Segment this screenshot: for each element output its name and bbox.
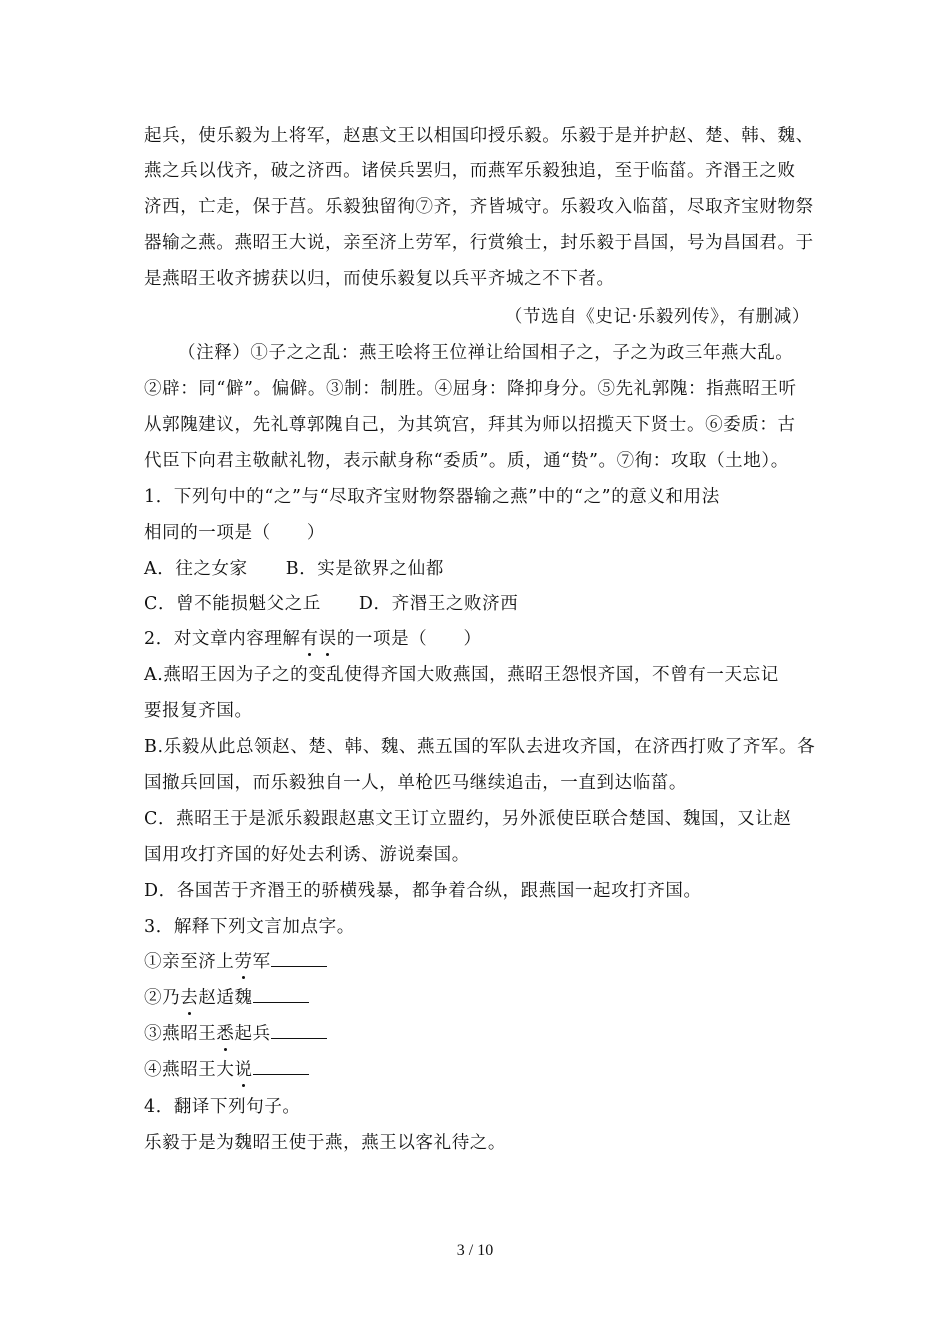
question-3-item: ①亲至济上劳军 bbox=[144, 950, 812, 974]
answer-blank[interactable] bbox=[253, 1060, 309, 1075]
passage-line: 是燕昭王收齐掳获以归，而使乐毅复以兵平齐城之不下者。 bbox=[144, 269, 615, 289]
note-line: 从郭隗建议，先礼尊郭隗自己，为其筑宫，拜其为师以招揽天下贤士。⑥委质：古 bbox=[144, 415, 796, 435]
passage-line: 燕之兵以伐齐，破之济西。诸侯兵罢归，而燕军乐毅独追，至于临菑。齐湣王之败 bbox=[144, 161, 796, 181]
passage-line: 济西，亡走，保于莒。乐毅独留徇⑦齐，齐皆城守。乐毅攻入临菑，尽取齐宝财物祭 bbox=[144, 197, 814, 217]
emphasis-char: 误 bbox=[318, 629, 337, 649]
emphasis-char: 悉 bbox=[216, 1024, 235, 1044]
question-2-option-c: C．燕昭王于是派乐毅跟赵惠文王订立盟约，另外派使臣联合楚国、魏国，又让赵 bbox=[144, 809, 792, 829]
option-c: C．曾不能损魁父之丘 bbox=[144, 594, 321, 614]
question-3-item: ②乃去赵适魏 bbox=[144, 986, 812, 1010]
passage-line: 起兵，使乐毅为上将军，赵惠文王以相国印授乐毅。乐毅于是并护赵、楚、韩、魏、 bbox=[144, 126, 814, 146]
passage-source: （节选自《史记·乐毅列传》，有删减） bbox=[504, 307, 810, 327]
answer-blank[interactable] bbox=[271, 1024, 327, 1039]
option-a: A．往之女家 bbox=[144, 559, 248, 579]
question-2-option-a-cont: 要报复齐国。 bbox=[144, 701, 253, 721]
question-4-sentence: 乐毅于是为魏昭王使于燕，燕王以客礼待之。 bbox=[144, 1133, 506, 1153]
note-line: （注释）①子之之乱：燕王哙将王位禅让给国相子之，子之为政三年燕大乱。 bbox=[178, 343, 794, 363]
question-2-stem: 2．对文章内容理解有误的一项是（ ） bbox=[144, 629, 482, 649]
question-1-stem: 1．下列句中的“之”与“尽取齐宝财物祭器输之燕”中的“之”的意义和用法 bbox=[144, 487, 720, 507]
question-1-stem-cont: 相同的一项是（ ） bbox=[144, 523, 325, 543]
option-d: D．齐湣王之败济西 bbox=[358, 594, 519, 614]
emphasis-char: 有 bbox=[300, 629, 319, 649]
passage-line: 器输之燕。燕昭王大说，亲至济上劳军，行赏飨士，封乐毅于昌国，号为昌国君。于 bbox=[144, 233, 814, 253]
question-3-item: ③燕昭王悉起兵 bbox=[144, 1022, 812, 1046]
option-b: B．实是欲界之仙都 bbox=[285, 559, 445, 579]
question-2-option-c-cont: 国用攻打齐国的好处去利诱、游说秦国。 bbox=[144, 845, 470, 865]
emphasis-char: 说 bbox=[234, 1060, 253, 1080]
note-line: 代臣下向君主敬献礼物，表示献身称“委质”。质，通“贽”。⑦徇：攻取（土地）。 bbox=[144, 451, 789, 471]
note-line: ②辟：同“僻”。偏僻。③制：制胜。④屈身：降抑身分。⑤先礼郭隗：指燕昭王听 bbox=[144, 379, 797, 399]
question-2-option-b: B.乐毅从此总领赵、楚、韩、魏、燕五国的军队去进攻齐国，在济西打败了齐军。各 bbox=[144, 737, 816, 757]
emphasis-char: 劳 bbox=[234, 952, 253, 972]
question-2-option-b-cont: 国撤兵回国，而乐毅独自一人，单枪匹马继续追击，一直到达临菑。 bbox=[144, 773, 687, 793]
question-2-option-a: A.燕昭王因为子之的变乱使得齐国大败燕国，燕昭王怨恨齐国，不曾有一天忘记 bbox=[144, 665, 779, 685]
question-1-options-ab bbox=[144, 557, 812, 581]
question-3-item: ④燕昭王大说 bbox=[144, 1058, 812, 1082]
emphasis-char: 去 bbox=[180, 988, 199, 1008]
question-2-option-d: D．各国苦于齐湣王的骄横残暴，都争着合纵，跟燕国一起攻打齐国。 bbox=[144, 881, 702, 901]
answer-blank[interactable] bbox=[253, 988, 309, 1003]
question-3-stem: 3．解释下列文言加点字。 bbox=[144, 917, 355, 937]
page-number: 3 / 10 bbox=[456, 1242, 494, 1259]
question-1-options-cd bbox=[144, 592, 812, 616]
question-4-stem: 4．翻译下列句子。 bbox=[144, 1097, 301, 1117]
answer-blank[interactable] bbox=[271, 952, 327, 967]
